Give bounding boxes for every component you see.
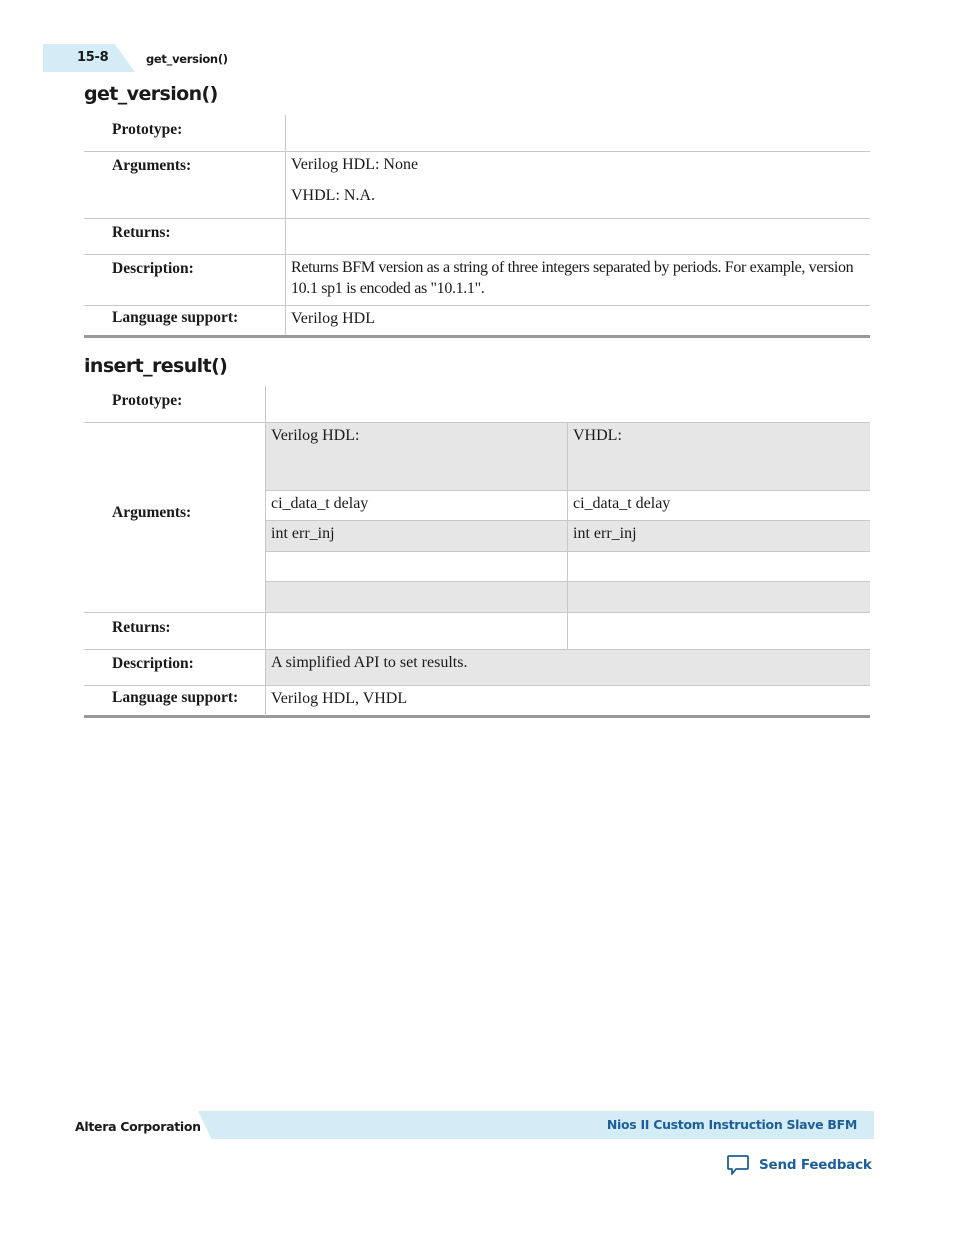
column-divider: [567, 422, 568, 650]
arguments-verilog: Verilog HDL: None: [291, 156, 419, 173]
description-text: A simplified API to set results.: [271, 654, 468, 671]
table-row-language-support: [84, 305, 870, 338]
table-row-description: [84, 649, 870, 686]
vhdl-arg: ci_data_t delay: [573, 495, 671, 512]
column-divider: [265, 386, 266, 716]
verilog-arg: int err_inj: [271, 525, 335, 542]
table-row-prototype: [84, 115, 870, 152]
language-support-value: Verilog HDL: [291, 310, 375, 327]
table-row-returns: [84, 218, 870, 255]
verilog-arg: ci_data_t delay: [271, 495, 369, 512]
row-label: Prototype:: [112, 392, 183, 409]
language-support-value: Verilog HDL, VHDL: [271, 690, 408, 707]
row-divider: [266, 551, 870, 552]
table-row-returns: [84, 613, 870, 650]
running-title: get_version(): [146, 52, 228, 66]
arguments-vhdl: VHDL: N.A.: [291, 187, 375, 204]
table-row-description: [84, 254, 870, 306]
row-label: Description:: [112, 655, 194, 672]
send-feedback-label: Send Feedback: [759, 1157, 872, 1173]
row-label: Prototype:: [112, 121, 183, 138]
row-divider: [266, 490, 870, 491]
vhdl-header: VHDL:: [573, 427, 622, 444]
table-row-prototype: [84, 386, 870, 423]
description-text: Returns BFM version as a string of three integers separated by periods. For example, version 10.1 sp1 is encoded as "10.1.1".: [291, 259, 854, 297]
row-label: Arguments:: [112, 504, 192, 521]
footer-document-title: Nios II Custom Instruction Slave BFM: [606, 1117, 857, 1132]
footer-company: Altera Corporation: [75, 1119, 201, 1134]
row-label: Language support:: [112, 689, 239, 706]
row-label: Returns:: [112, 224, 171, 241]
speech-bubble-icon: [726, 1153, 750, 1177]
row-label: Description:: [112, 260, 194, 277]
verilog-header: Verilog HDL:: [271, 427, 360, 444]
table-row-arguments: [84, 422, 870, 613]
send-feedback-link[interactable]: [726, 1153, 872, 1177]
vhdl-arg: int err_inj: [573, 525, 637, 542]
row-label: Returns:: [112, 619, 171, 636]
get-version-table: [84, 115, 870, 338]
row-divider: [266, 520, 870, 521]
row-divider: [266, 581, 870, 582]
section-heading-get-version: get_version(): [84, 83, 218, 105]
page-number: 15-8: [77, 50, 109, 65]
insert-result-table: [84, 386, 870, 718]
section-heading-insert-result: insert_result(): [84, 355, 228, 377]
row-label: Language support:: [112, 309, 239, 326]
row-label: Arguments:: [112, 157, 192, 174]
table-row-arguments: [84, 151, 870, 219]
table-row-language-support: [84, 685, 870, 718]
